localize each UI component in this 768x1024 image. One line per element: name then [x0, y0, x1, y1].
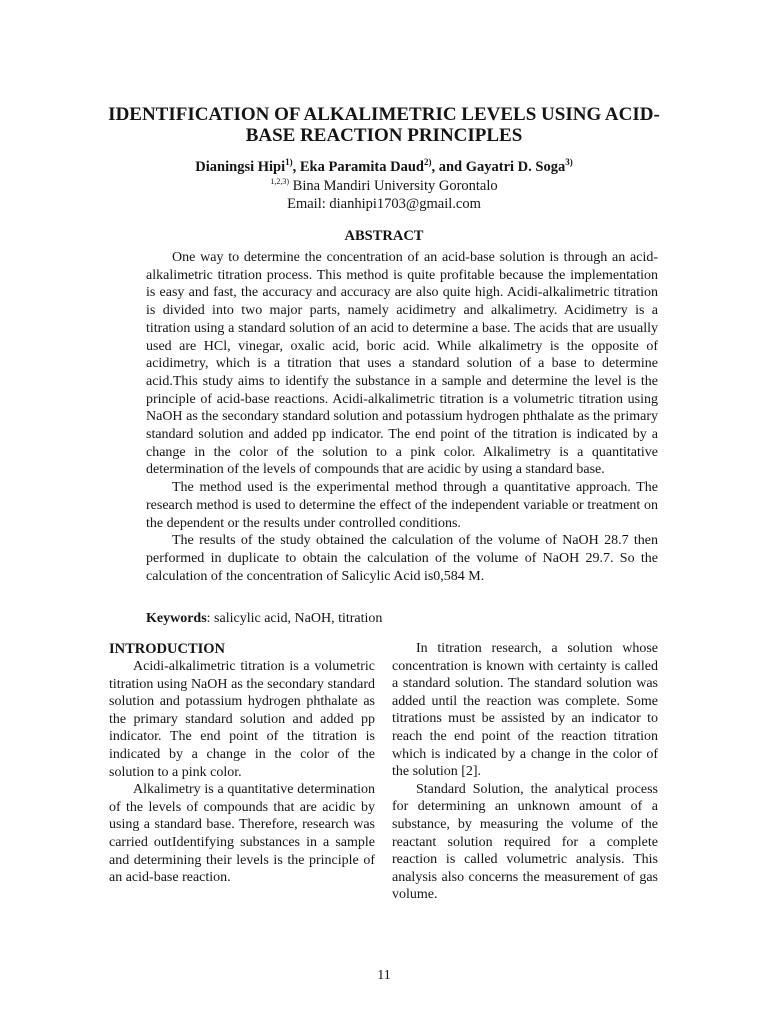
- author-separator: ,: [292, 159, 300, 175]
- abstract-heading: ABSTRACT: [344, 228, 424, 244]
- author-name: Eka Paramita Daud: [299, 159, 424, 175]
- author-list: [100, 158, 668, 176]
- author-name: Dianingsi Hipi: [195, 159, 286, 175]
- affiliation-text: Bina Mandiri University Gorontalo: [289, 178, 498, 194]
- abstract-paragraph: The method used is the experimental method through a quantitative approach. The research method is used to determine the effect of the independent variable or treatment on the dependent or the results under controlled conditions.: [146, 480, 658, 531]
- body-paragraph: In titration research, a solution whose concentration is known with certainty is called a standard solution. The standard solution was added until the reaction was complete. Some titrations must be assisted by an indicator to reach the end point of the reaction titration which is indicated by a change in the color of the solution [2].: [392, 641, 658, 780]
- paper-title: IDENTIFICATION OF ALKALIMETRIC LEVELS USING ACID-BASE REACTION PRINCIPLES: [108, 104, 660, 146]
- page-number: 11: [377, 968, 391, 983]
- author-email: Email: dianhipi1703@gmail.com: [287, 196, 481, 212]
- left-column: [109, 640, 375, 887]
- right-column: [392, 640, 658, 904]
- author-affiliation-mark: 2): [423, 157, 432, 167]
- author-affiliation-mark: 3): [565, 157, 573, 167]
- author-separator: , and: [431, 159, 466, 175]
- affiliation-mark: 1,2,3): [270, 177, 290, 186]
- keywords-label: Keywords: [146, 611, 207, 626]
- abstract-paragraph: The results of the study obtained the calculation of the volume of NaOH 28.7 then performed in duplicate to obtain the calculation of the volume of NaOH 29.7. So the calculation of the concentration of Salicylic Acid is0,584 M.: [146, 533, 658, 584]
- body-paragraph: Standard Solution, the analytical process for determining an unknown amount of a substance, by measuring the volume of the reactant solution required for a complete reaction is called volumetric analysis. This analysis also concerns the measurement of gas volume.: [392, 781, 658, 903]
- section-heading: INTRODUCTION: [109, 641, 226, 657]
- affiliation: [100, 177, 668, 195]
- abstract-paragraph: One way to determine the concentration of an acid-base solution is through an acid-alkalimetric titration process. This method is quite profitable because the implementation is easy and fast, the accuracy and accuracy are also quite high. Acidi-alkalimetric titration is divided into two major parts, namely acidimetry and alkalimetry. Acidimetry is a titration using a standard solution of an acid to determine a base. The acids that are usually used are HCl, vinegar, oxalic acid, boric acid. While alkalimetry is the opposite of acidimetry, which is a titration that uses a standard solution of a base to determine acid.This study aims to identify the substance in a sample and determine the level is the principle of acid-base reactions. Acidi-alkalimetric titration is a volumetric titration using NaOH as the secondary standard solution and potassium hydrogen phthalate as the primary standard solution and added pp indicator. The end point of the titration is indicated by a change in the color of the solution to a pink color. Alkalimetry is a quantitative determination of the levels of compounds that are acidic by using a standard base.: [146, 250, 658, 478]
- body-paragraph: Alkalimetry is a quantitative determination of the levels of compounds that are acidic by using a standard base. Therefore, research was carried outIdentifying substances in a sample and determining their levels is the principle of an acid-base reaction.: [109, 782, 375, 886]
- author-name: Gayatri D. Soga: [465, 159, 566, 175]
- keywords-text: : salicylic acid, NaOH, titration: [206, 611, 383, 626]
- abstract-body: [146, 249, 658, 585]
- author-affiliation-mark: 1): [285, 157, 293, 167]
- keywords: [146, 610, 658, 628]
- body-paragraph: Acidi-alkalimetric titration is a volumetric titration using NaOH as the secondary standard solution and potassium hydrogen phthalate as the primary standard solution and added pp indicator. The end point of the titration is indicated by a change in the color of the solution to a pink color.: [109, 659, 375, 780]
